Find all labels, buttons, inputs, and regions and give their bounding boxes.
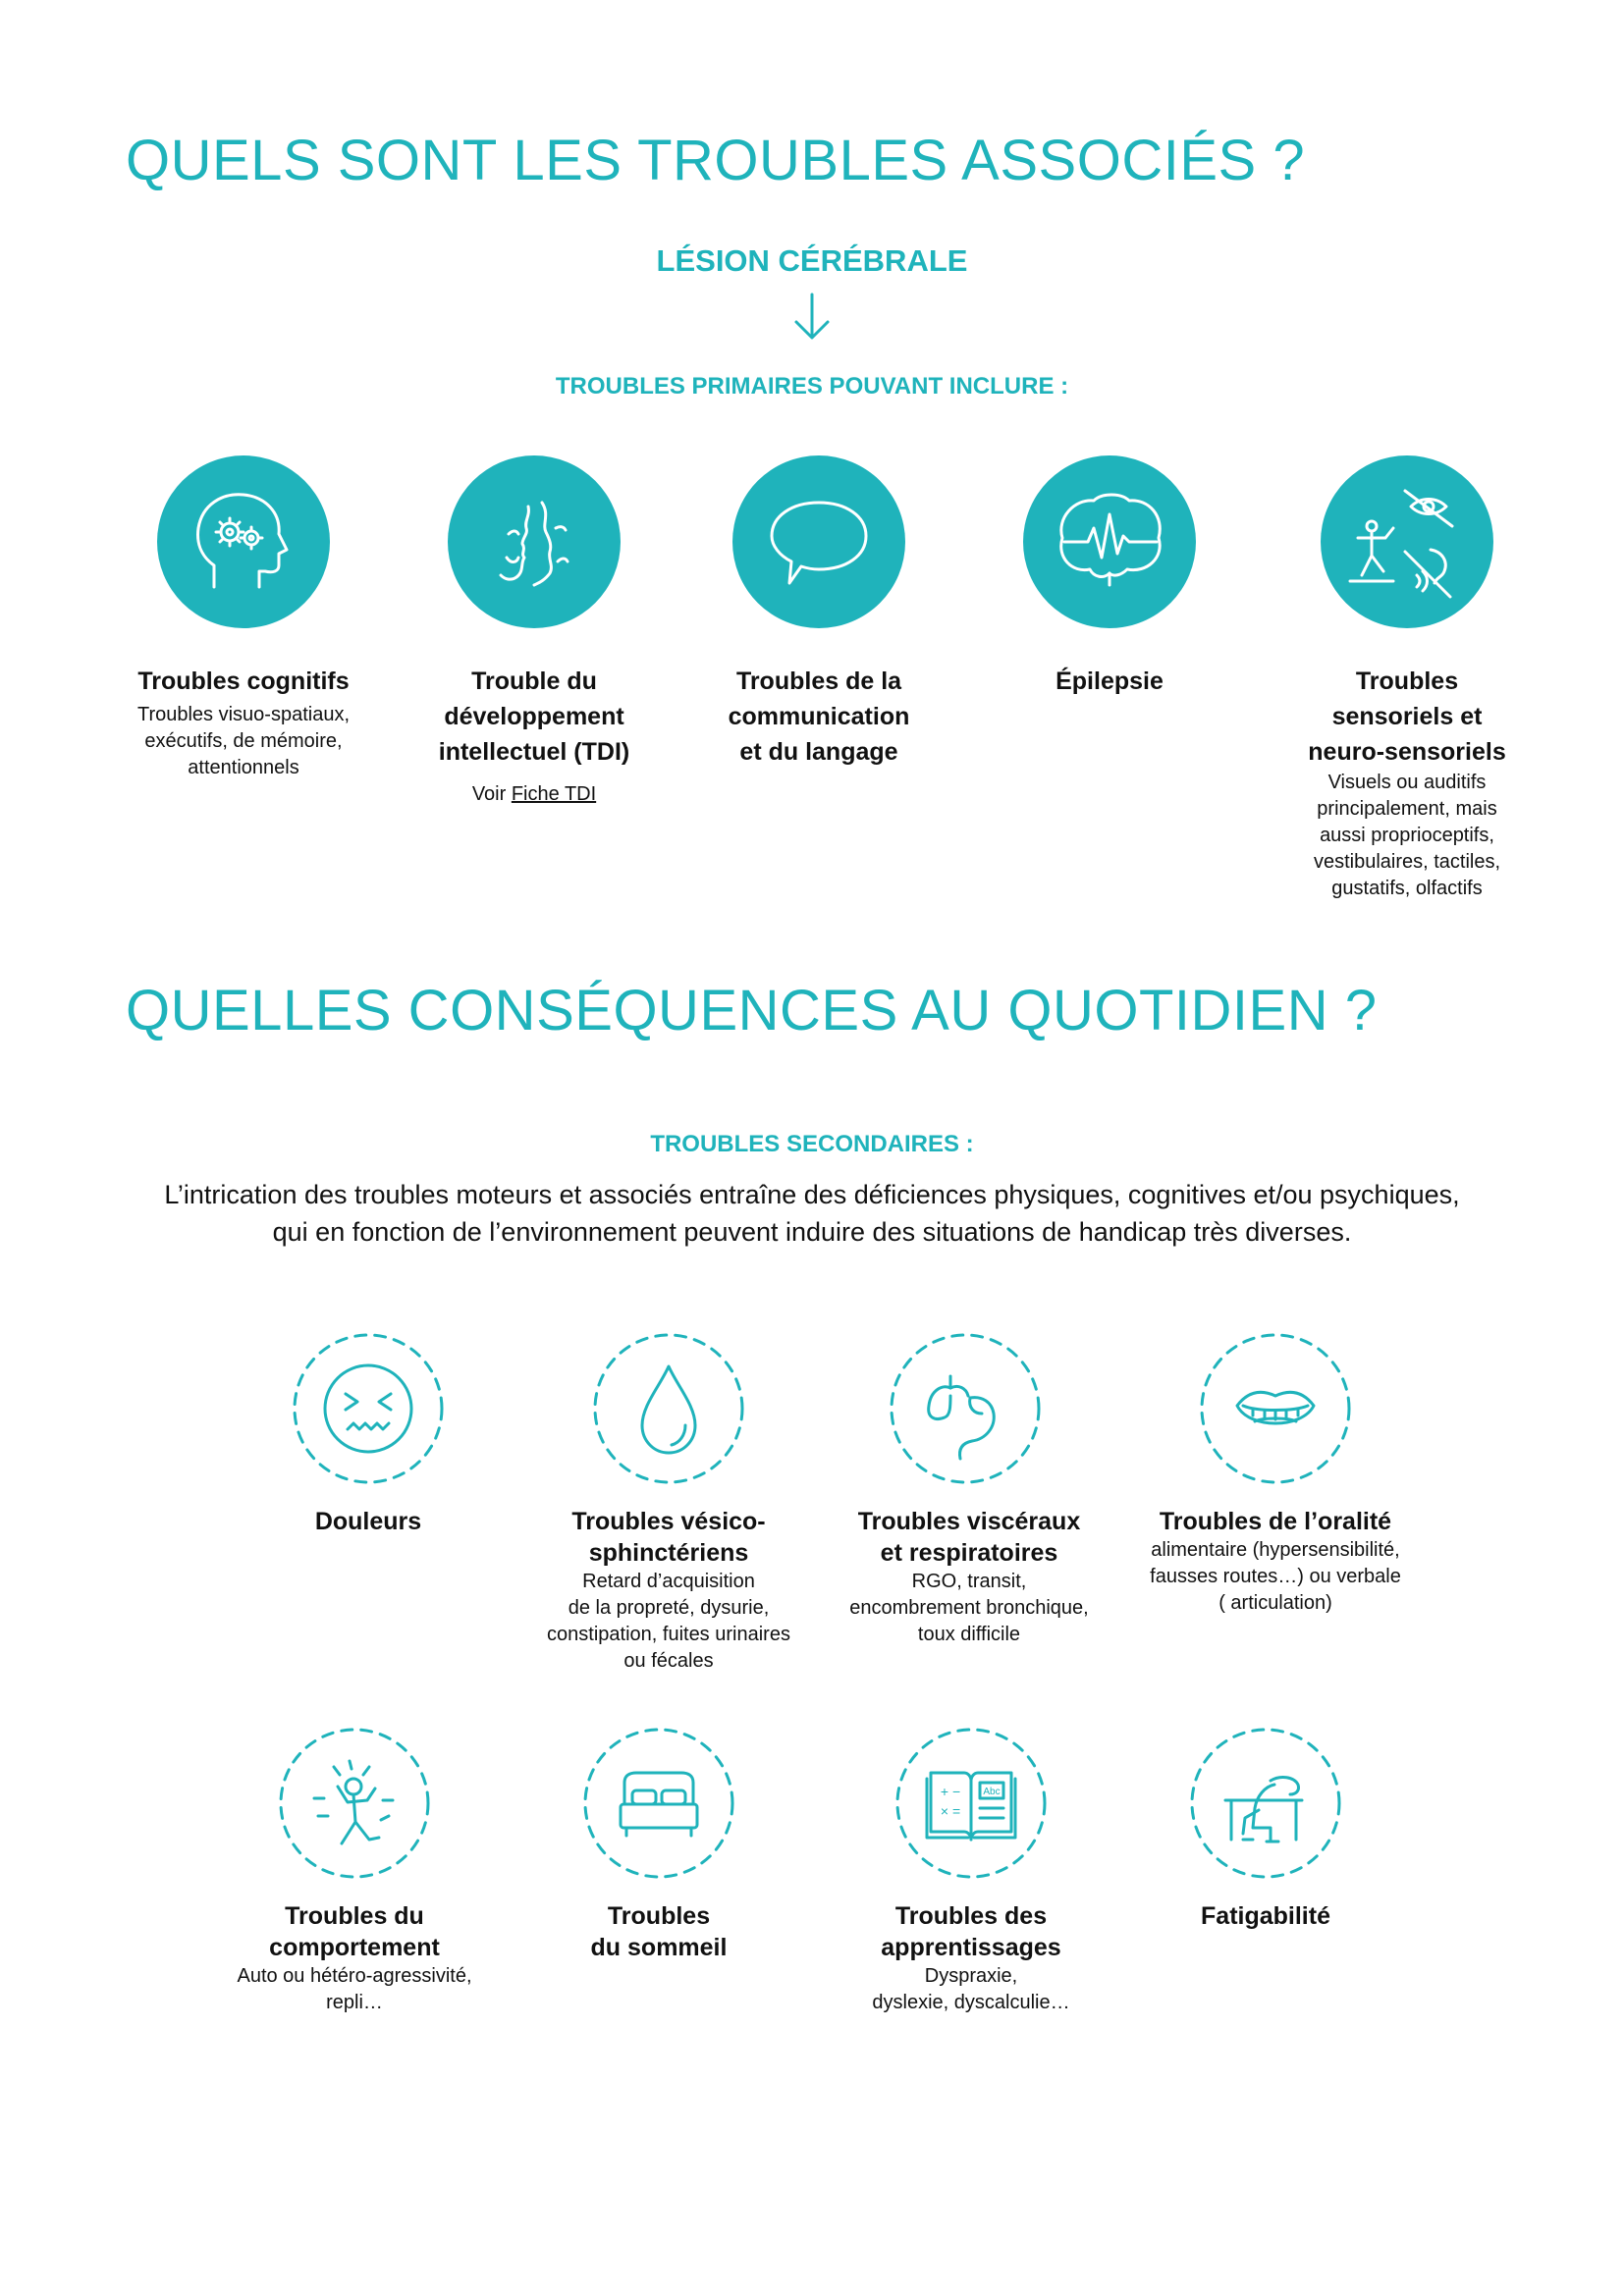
- book-math-text: + −: [940, 1784, 961, 1799]
- item-desc: Troubles visuo-spatiaux,: [136, 704, 351, 725]
- secondary-item-visceral: [822, 1506, 1116, 1648]
- see-prefix: Voir: [471, 783, 512, 805]
- item-title: et respiratoires: [880, 1539, 1058, 1567]
- item-title: sensoriels et: [1331, 703, 1483, 730]
- item-desc: attentionnels: [188, 757, 299, 778]
- item-title: intellectuel (TDI): [438, 738, 630, 766]
- intro-line: L’intrication des troubles moteurs et associés entraîne des déficiences physiques, cognitives et/ou psychiques,: [164, 1180, 1460, 1209]
- head-gears-icon: [157, 455, 330, 628]
- item-desc: Dyspraxie,: [924, 1965, 1018, 1987]
- item-desc: gustatifs, olfactifs: [1331, 878, 1483, 899]
- speech-bubble-icon: [732, 455, 905, 628]
- item-desc: dyslexie, dyscalculie…: [872, 1992, 1070, 2013]
- senses-icon: [1321, 455, 1493, 628]
- lungs-stomach-icon: [888, 1331, 1043, 1486]
- item-title: neuro-sensoriels: [1308, 738, 1506, 766]
- item-title: Troubles des: [894, 1902, 1048, 1930]
- item-desc: alimentaire (hypersensibilité,: [1151, 1539, 1400, 1561]
- secondary-item-pain: [221, 1506, 515, 1537]
- item-title: Troubles de l’oralité: [1159, 1508, 1392, 1535]
- item-desc: [387, 781, 681, 808]
- brain-pulse-icon: [1023, 455, 1196, 628]
- item-title: Troubles viscéraux: [857, 1508, 1081, 1535]
- item-desc: constipation, fuites urinaires: [547, 1624, 790, 1645]
- section-heading-consequences: QUELLES CONSÉQUENCES AU QUOTIDIEN ?: [126, 979, 1378, 1042]
- item-desc: RGO, transit,: [911, 1571, 1027, 1592]
- item-desc: Retard d’acquisition: [582, 1571, 755, 1592]
- book-abc-text: Abc: [983, 1787, 1001, 1797]
- item-desc: aussi proprioceptifs,: [1320, 825, 1494, 846]
- faces-profile-icon: [448, 455, 621, 628]
- arrow-down-icon: [790, 291, 834, 350]
- secondary-item-behavior: [207, 1900, 502, 2016]
- primary-item-cognitive: [96, 664, 391, 781]
- item-desc: ( articulation): [1218, 1592, 1332, 1614]
- item-title: Troubles: [607, 1902, 711, 1930]
- secondary-item-vesico: [521, 1506, 816, 1675]
- secondary-troubles-label: TROUBLES SECONDAIRES :: [650, 1131, 974, 1157]
- item-title: communication: [728, 703, 910, 730]
- secondary-item-fatigue: [1118, 1900, 1413, 1932]
- intro-line: qui en fonction de l’environnement peuvent induire des situations de handicap très diverses.: [272, 1217, 1352, 1247]
- pain-face-icon: [291, 1331, 446, 1486]
- item-title: et du langage: [739, 738, 898, 766]
- item-title: Fatigabilité: [1201, 1902, 1330, 1930]
- item-desc: de la propreté, dysurie,: [568, 1597, 770, 1619]
- item-desc: encombrement bronchique,: [849, 1597, 1089, 1619]
- item-title: Troubles cognitifs: [137, 667, 350, 695]
- item-desc: exécutifs, de mémoire,: [144, 730, 343, 752]
- item-desc: vestibulaires, tactiles,: [1313, 851, 1501, 873]
- open-book-icon: [893, 1726, 1049, 1881]
- primary-item-communication: [672, 664, 966, 770]
- item-desc: repli…: [326, 1992, 383, 2013]
- item-title: développement: [444, 703, 624, 730]
- item-desc: Auto ou hétéro-agressivité,: [237, 1965, 472, 1987]
- item-desc: ou fécales: [623, 1650, 714, 1672]
- item-title: sphinctériens: [588, 1539, 749, 1567]
- item-title: Douleurs: [314, 1508, 422, 1535]
- item-title: Troubles: [1355, 667, 1459, 695]
- item-desc: Visuels ou auditifs: [1327, 772, 1487, 793]
- lesion-label: LÉSION CÉRÉBRALE: [656, 243, 968, 278]
- secondary-item-learning: [824, 1900, 1118, 2016]
- tired-person-icon: [1188, 1726, 1343, 1881]
- primary-item-tdi: [387, 664, 681, 808]
- item-title: Épilepsie: [1056, 667, 1164, 695]
- book-math-text: × =: [940, 1803, 961, 1819]
- primary-troubles-label: TROUBLES PRIMAIRES POUVANT INCLURE :: [555, 373, 1069, 400]
- primary-item-epilepsy: [962, 664, 1257, 699]
- item-title: comportement: [269, 1934, 440, 1961]
- fiche-tdi-link[interactable]: Fiche TDI: [511, 783, 597, 805]
- item-desc: principalement, mais: [1317, 798, 1497, 820]
- item-desc: fausses routes…) ou verbale: [1150, 1566, 1401, 1587]
- item-title: Troubles vésico-: [571, 1508, 766, 1535]
- item-title: du sommeil: [590, 1934, 728, 1961]
- bed-icon: [581, 1726, 736, 1881]
- item-title: Troubles du: [285, 1902, 424, 1930]
- item-title: Troubles de la: [735, 667, 902, 695]
- item-desc: toux difficile: [917, 1624, 1021, 1645]
- section-heading-associated: QUELS SONT LES TROUBLES ASSOCIÉS ?: [126, 129, 1306, 192]
- agitated-person-icon: [277, 1726, 432, 1881]
- secondary-item-orality: [1128, 1506, 1423, 1617]
- secondary-item-sleep: [512, 1900, 806, 1963]
- droplet-icon: [591, 1331, 746, 1486]
- item-title: Trouble du: [471, 667, 597, 695]
- mouth-icon: [1198, 1331, 1353, 1486]
- primary-item-sensory: [1260, 664, 1554, 902]
- item-title: apprentissages: [881, 1934, 1061, 1961]
